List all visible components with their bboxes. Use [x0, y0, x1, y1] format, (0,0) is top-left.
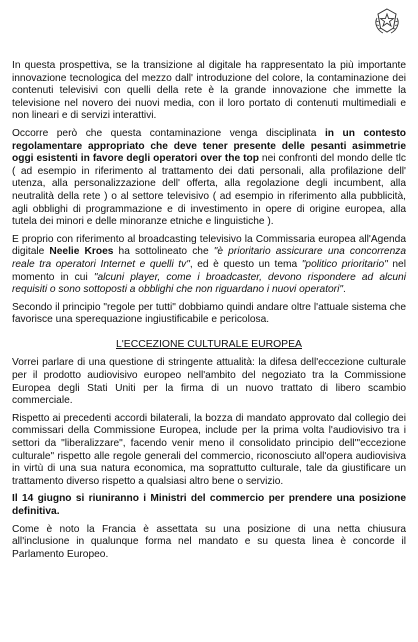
republic-emblem-icon	[372, 6, 402, 36]
paragraph-text: E proprio con riferimento al broadcasting televisivo la Commissaria europea all'Agenda digitale	[12, 233, 406, 258]
paragraph-bilateral-agreements	[12, 413, 406, 489]
paragraph-text: Occorre però che questa contaminazione venga disciplinata	[12, 127, 325, 139]
paragraph-text: Secondo il principio "regole per tutti" dobbiamo quindi andare oltre l'attuale sistema che favorisce una sperequazione ingiustificabile e pericolosa.	[12, 301, 406, 326]
paragraph-text: Come è noto la Francia è assettata su una posizione di una netta chiusura all'inclusione in qualunque forma nel mandato e su questa linea è concorde il Parlamento Europeo.	[12, 523, 406, 560]
paragraph-digital-transition	[12, 60, 406, 123]
paragraph-bold-text: Neelie Kroes	[49, 246, 114, 258]
paragraph-text: ha sottolineato che	[113, 246, 214, 258]
paragraph-rules-for-all	[12, 302, 406, 327]
section-title: L'ECCEZIONE CULTURALE EUROPEA	[116, 338, 302, 350]
paragraph-text: In questa prospettiva, se la transizione al digitale ha rappresentato la più importante innovazione tecnologica del mezzo dall' introduzione del colore, la contaminazione dei contenuti televisivi con quelli della rete è la grande innovazione che immette la televisione nel novero dei nuovi media, con il loro portato di contenuti multimediali e non lineari e di servizi interattivi.	[12, 60, 406, 122]
paragraph-text: Rispetto ai precedenti accordi bilaterali, la bozza di mandato approvato dal collegio dei commissari della Commissione Europea, include per la prima volta l'audiovisivo tra i settori da "liberalizzare", facendo venir meno il consolidato principio dell'"eccezione culturale" rispetto alle regole generali del commercio, riconosciuto all'opera audiovisiva in virtù di una sua natura economica, ma soprattutto culturale, tale da giustificare un trattamento diverso rispetto a qualsiasi altro bene o servizio.	[12, 412, 406, 487]
paragraph-text: Vorrei parlare di una questione di stringente attualità: la difesa dell'eccezione culturale per il prodotto audiovisivo europeo nell'ambito del negoziato tra la Commissione Europea degli Stati Uniti per la firma di un nuovo trattato di libero scambio commerciale.	[12, 357, 406, 407]
paragraph-regulatory-context	[12, 128, 406, 229]
paragraph-bold-text: Il 14 giugno si riuniranno i Ministri del commercio per prendere una posizione definitiva.	[12, 493, 406, 517]
paragraph-bold-text: in un contesto regolamentare appropriato che deve tener presente delle pesanti asimmetrie oggi esistenti in favore degli operatori over the top	[12, 127, 406, 165]
paragraph-broadcasting-kroes	[12, 234, 406, 297]
paragraph-quote-text: "politico prioritario"	[301, 258, 388, 270]
paragraph-text: , ed è questo un tema	[189, 258, 302, 270]
paragraph-cultural-exception	[12, 357, 406, 407]
paragraph-france-position	[12, 524, 406, 562]
paragraph-quote-text: "alcuni player, come i broadcaster, devono rispondere ad alcuni requisiti o sono sottoposti a obblighi che non riguardano i nuovi operatori"	[12, 271, 406, 296]
paragraph-text: nei confronti del mondo delle tlc ( ad esempio in riferimento al trattamento dei dati personali, alla profilazione dell' utenza, alla personalizzazione dell' offerta, alla regolazione degli incumbent, alla neutralità della rete ) o al settore televisivo ( ad esempio in riferimento alla pubblicità, agli obblighi di programmazione e di investimento in opere di origine europea, alla tutela dei minori e delle minoranze etniche e linguistiche ).	[12, 153, 406, 228]
paragraph-quote-text: "è prioritario assicurare una concorrenza reale tra operatori Internet e quelli tv"	[12, 246, 406, 270]
paragraph-text: nel momento in cui	[12, 258, 406, 283]
document-body	[12, 60, 406, 566]
paragraph-ministers-meeting	[12, 493, 406, 518]
paragraph-text: .	[342, 284, 346, 296]
